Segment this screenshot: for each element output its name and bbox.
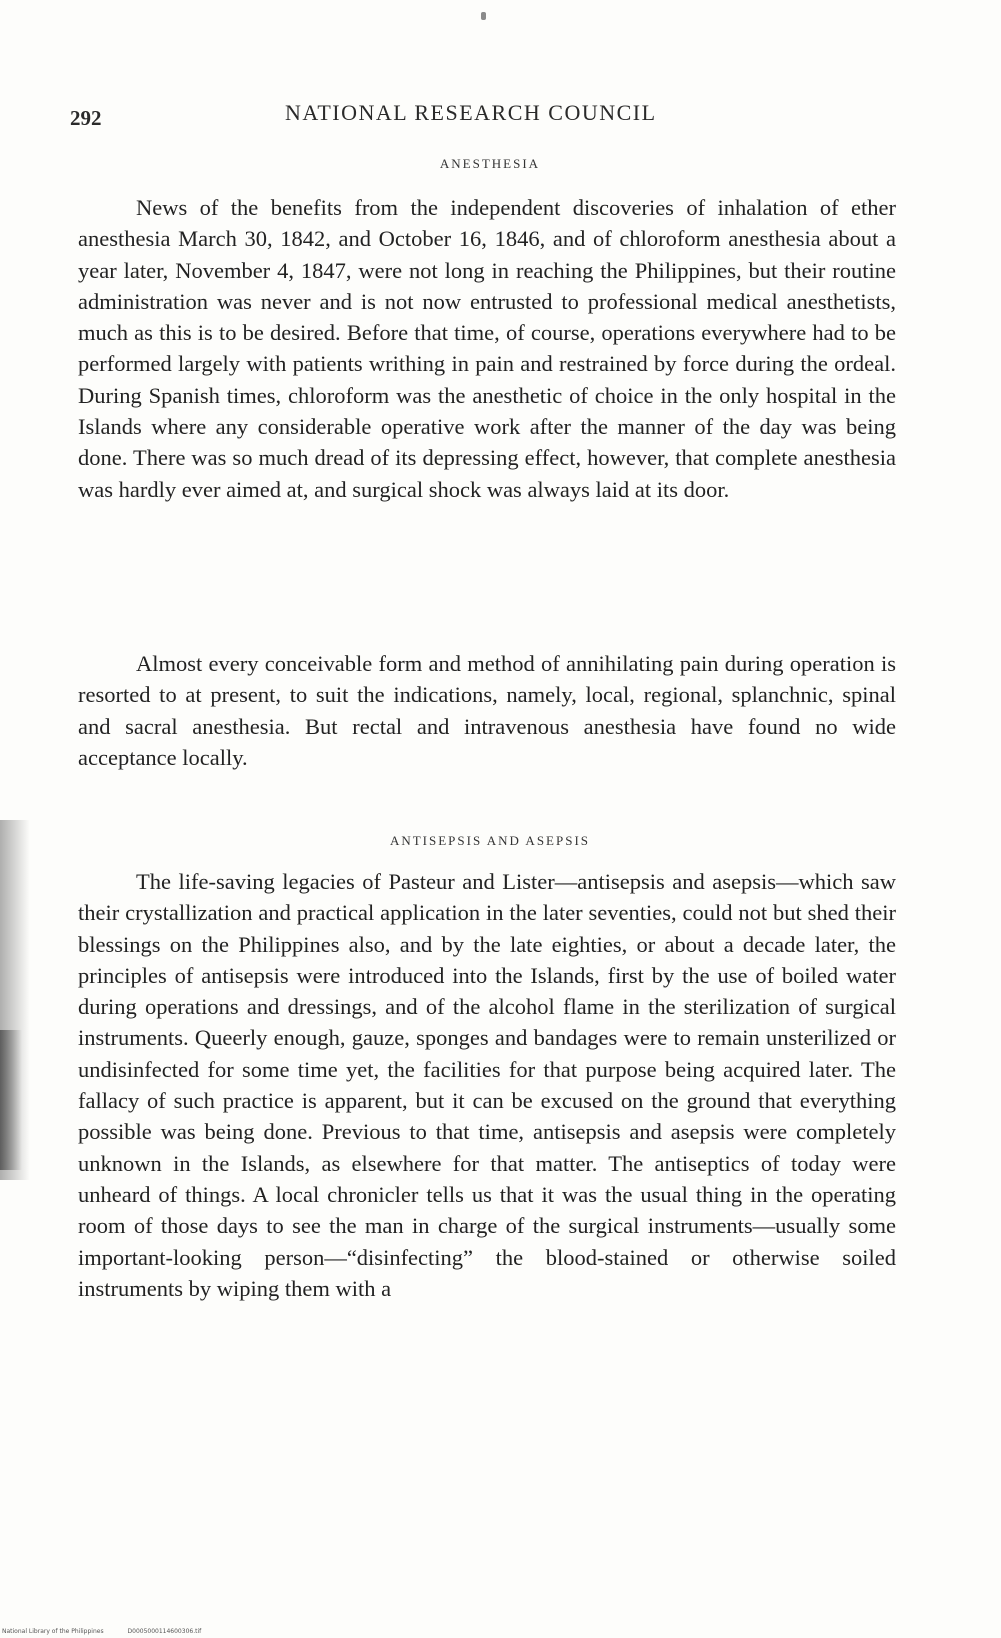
page-header: [70, 100, 930, 134]
section-heading-antisepsis: ANTISEPSIS AND ASEPSIS: [389, 833, 591, 848]
section-heading-anesthesia: ANESTHESIA: [439, 156, 541, 171]
scan-footer: [2, 1628, 223, 1635]
running-head: NATIONAL RESEARCH COUNCIL: [285, 100, 657, 125]
binding-shadow-dark: [0, 1030, 22, 1170]
paragraph: News of the benefits from the independent discoveries of inhalation of ether anesthesia March 30, 1842, and October 16, 1846, and of chloroform anesthesia about a year later, November 4, 1847, were not long in reaching the Philippines, but their routine administration was never and is not now entrusted to professional medical anesthetists, much as this is to be desired. Before that time, of course, operations everywhere had to be performed largely with patients writhing in pain and restrained by force during the ordeal. During Spanish times, chloroform was the anesthetic of choice in the only hospital in the Islands where any considerable operative work after the manner of the day was being done. There was so much dread of its depressing effect, however, that complete anesthesia was hardly ever aimed at, and surgical shock was always laid at its door.: [78, 195, 896, 502]
footer-identifier: D0005000114600306.tif: [127, 1628, 202, 1635]
paragraph: Almost every conceivable form and method of annihilating pain during operation is resorted to at present, to suit the indications, namely, local, regional, splanchnic, spinal and sacral anesthesia. But rectal and intravenous anesthesia have found no wide acceptance locally.: [78, 651, 896, 770]
scan-speck: [481, 12, 486, 20]
paragraph: The life-saving legacies of Pasteur and Lister—antisepsis and asepsis—which saw their crystallization and practical application in the later seventies, could not but shed their blessings on the Philippines also, and by the late eighties, or about a decade later, the principles of antisepsis were introduced into the Islands, first by the use of boiled water during operations and dressings, and of the alcohol flame in the sterilization of surgical instruments. Queerly enough, gauze, sponges and bandages were to remain unsterilized or undisinfected for some time yet, the facilities for that purpose being acquired later. The fallacy of such practice is apparent, but it can be excused on the ground that everything possible was being done. Previous to that time, antisepsis and asepsis were completely unknown in the Islands, as elsewhere for that matter. The antiseptics of today were unheard of things. A local chronicler tells us that it was the usual thing in the operating room of those days to see the man in charge of the surgical instruments—usually some important-looking person—“disinfecting” the blood-stained or otherwise soiled instruments by wiping them with a: [78, 869, 896, 1301]
footer-library: National Library of the Philippines: [2, 1628, 104, 1635]
page-number: 292: [70, 106, 102, 130]
